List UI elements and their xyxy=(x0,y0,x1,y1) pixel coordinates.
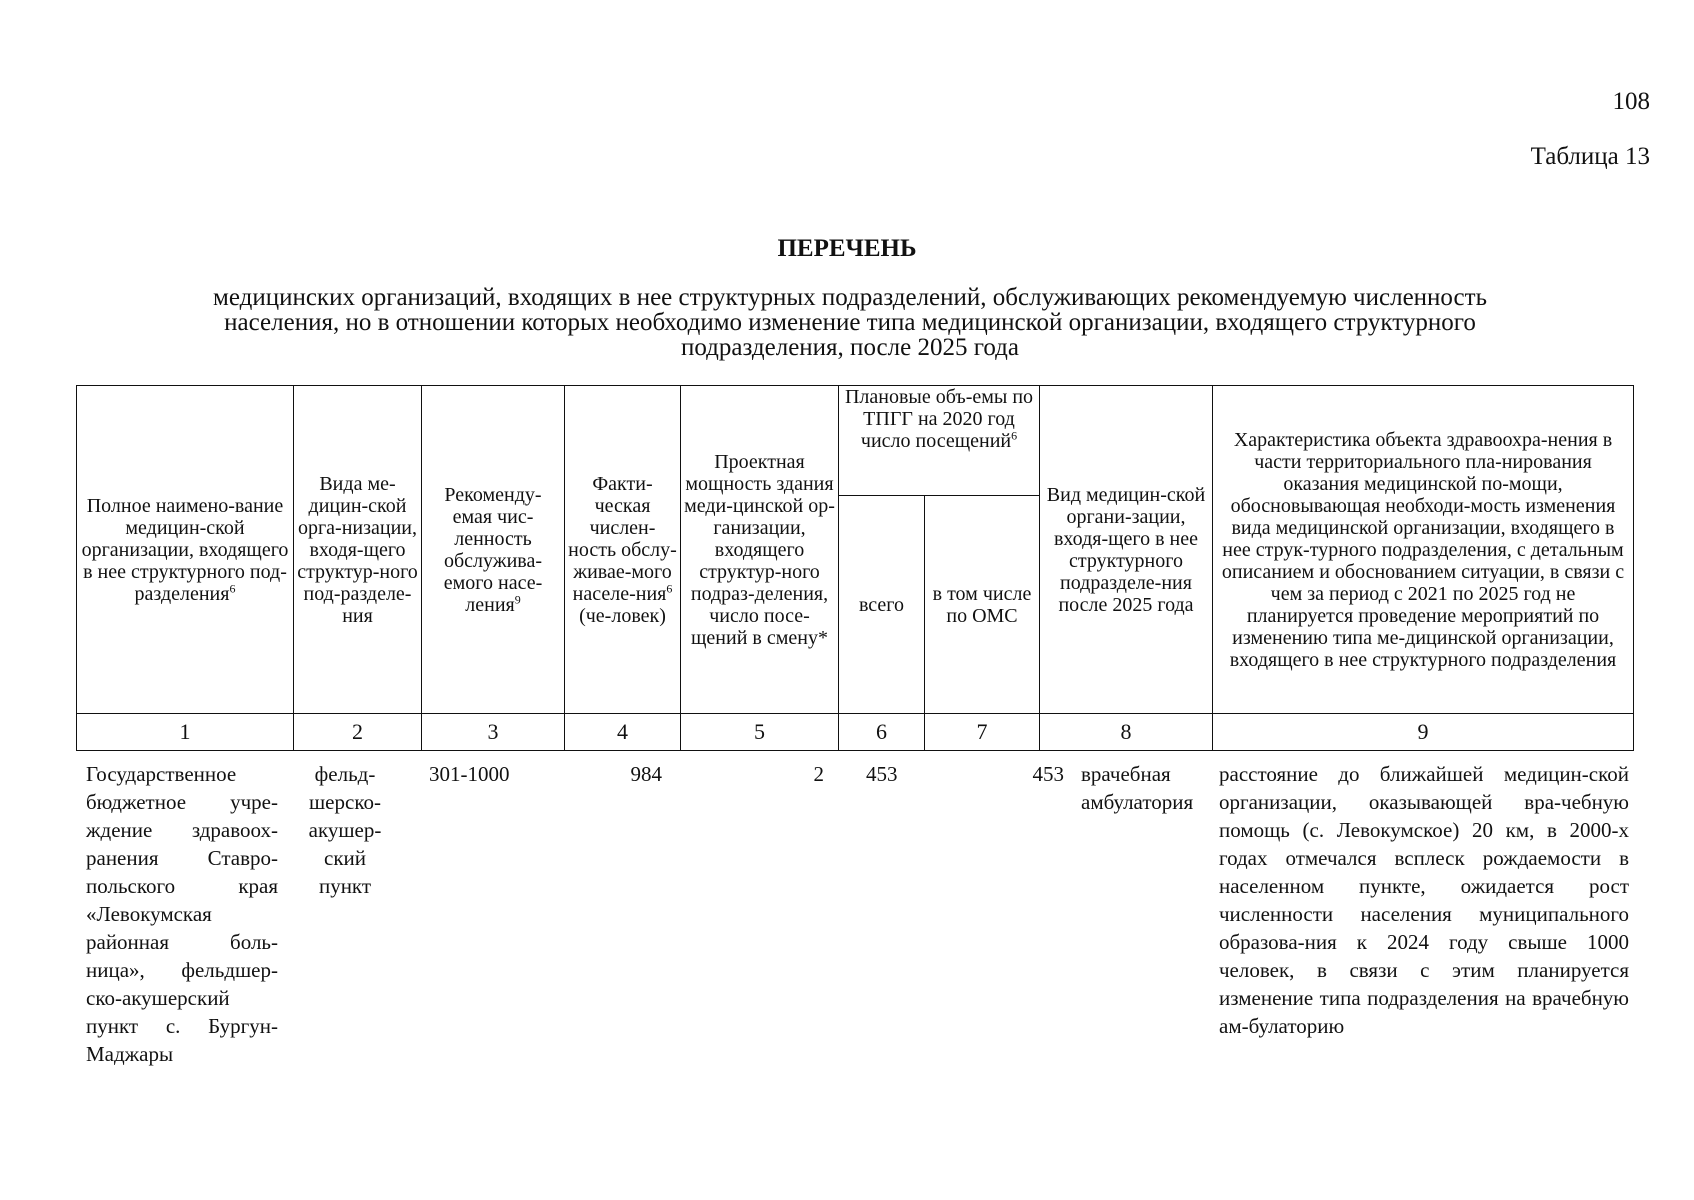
cell-org-name: Государственное бюджетное учре-ждение здравоох-ранения Ставро-польского края «Левокумская районная боль-ница», фельдшер-ско-акушерский пункт с. Бургун-Маджары xyxy=(86,762,278,1066)
header-planned-visits: Плановые объ-емы по ТПГГ на 2020 год число посещений$^6$ xyxy=(839,386,1040,496)
cell-recommended-population: 301-1000 xyxy=(429,762,510,786)
cell-visits-total: 453 xyxy=(866,762,898,786)
document-subtitle: медицинских организаций, входящих в нее структурных подразделений, обслуживающих рекомендуемую численность населения, но в отношении которых необходимо изменение типа медицинской организации, входящего структурного подразделения, после 2025 года xyxy=(213,284,1487,361)
table-label: Таблица 13 xyxy=(1530,143,1650,170)
column-number: 6 xyxy=(839,714,925,751)
column-number: 4 xyxy=(565,714,681,751)
header-characteristics: Характеристика объекта здравоохра-нения в части территориального пла-нирования оказания медицинской по-мощи, обосновывающая необходи-мость изменения вида медицинской организации, входящего в нее струк-турного подразделения, с детальным описанием и обоснованием ситуации, в связи с чем за период с 2021 по 2025 год не планируется проведение мероприятий по изменению типа ме-дицинской организации, входящего в нее структурного подразделения xyxy=(1213,386,1634,714)
table-row xyxy=(76,760,1636,1080)
header-recommended-population: Рекоменду-емая чис-ленность обслужива-емого насе-ления$^9$ xyxy=(422,386,565,714)
page-number: 108 xyxy=(1612,88,1650,115)
cell-visits-oms: 453 xyxy=(1032,762,1064,786)
cell-new-org-type: врачебная амбулатория xyxy=(1081,762,1194,814)
column-number: 3 xyxy=(422,714,565,751)
column-number: 7 xyxy=(925,714,1040,751)
header-table xyxy=(76,385,1634,751)
header-org-type: Вида ме-дицин-ской орга-низации, входя-щего структур-ного под-разделе-ния xyxy=(294,386,422,714)
header-visits-total: всего xyxy=(839,496,925,714)
cell-design-capacity: 2 xyxy=(813,762,824,786)
header-visits-oms: в том числе по ОМС xyxy=(925,496,1040,714)
header-actual-population: Факти-ческая числен-ность обслу-живае-мого населе-ния$^6$ (че-ловек) xyxy=(565,386,681,714)
column-number: 5 xyxy=(681,714,839,751)
document-title: ПЕРЕЧЕНЬ xyxy=(777,235,917,262)
column-number: 1 xyxy=(77,714,294,751)
cell-actual-population: 984 xyxy=(630,762,662,786)
header-design-capacity: Проектная мощность здания меди-цинской ор-ганизации, входящего структур-ного подраз-деления, число посе-щений в смену* xyxy=(681,386,839,714)
column-number: 2 xyxy=(294,714,422,751)
header-full-name: Полное наимено-вание медицин-ской организации, входящего в нее структурного под-разделения$^6$ xyxy=(77,386,294,714)
header-new-org-type: Вид медицин-ской органи-зации, входя-щего в нее структурного подразделе-ния после 2025 года xyxy=(1040,386,1213,714)
column-number: 8 xyxy=(1040,714,1213,751)
cell-characteristics: расстояние до ближайшей медицин-ской организации, оказывающей вра-чебную помощь (с. Левокумское) 20 км, в 2000-х годах отмечался всплеск рождаемости в населенном пункте, ожидается рост численности населения муниципального образова-ния к 2024 году свыше 1000 человек, в связи с этим планируется изменение типа подразделения на врачебную ам-булаторию xyxy=(1219,762,1629,1038)
column-number: 9 xyxy=(1213,714,1634,751)
cell-org-type: фельд-шерско-акушер-ский пункт xyxy=(308,762,382,898)
